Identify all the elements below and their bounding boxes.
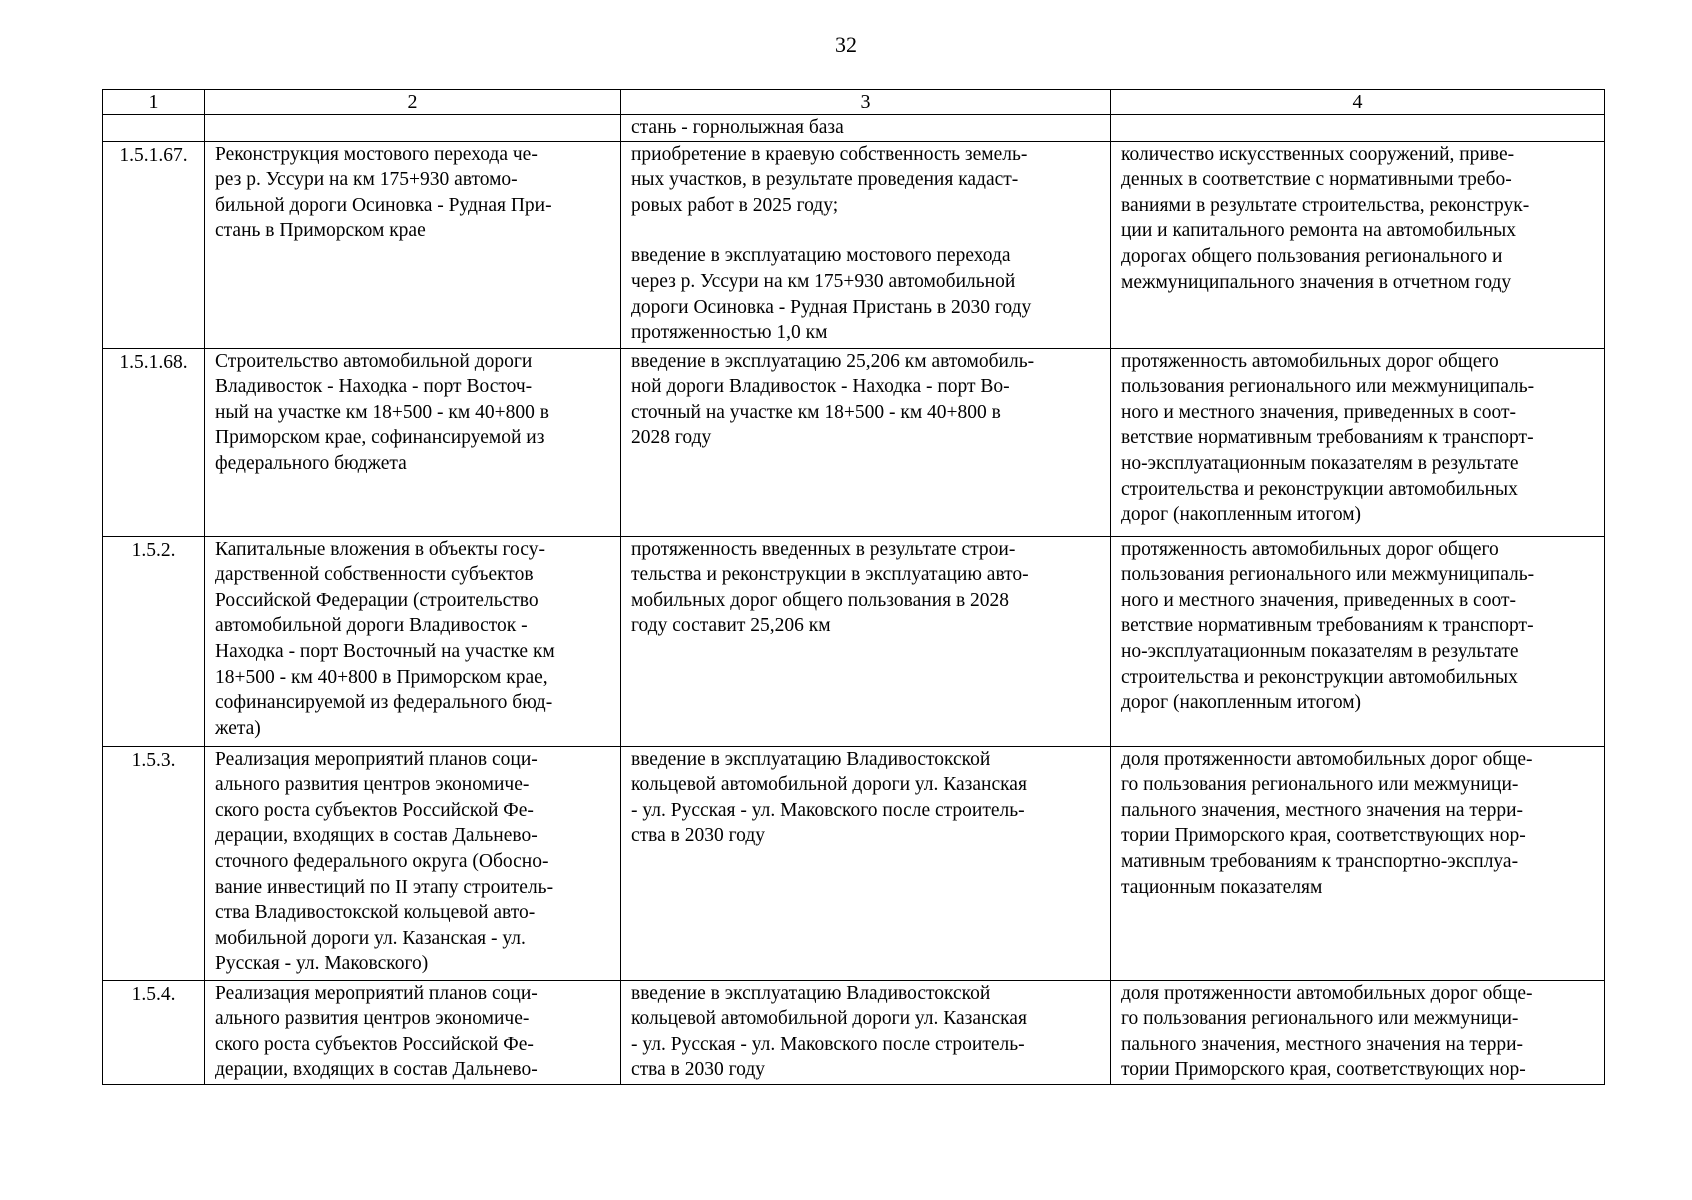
row-number: 1.5.2. [103,536,205,746]
row-measure: Реконструкция мостового перехода че- рез р. Уссури на км 175+930 автомо- бильной дороги Осиновка - Рудная При- стань в Приморском крае [205,141,621,348]
row-number [103,115,205,142]
paragraph-gap [631,218,1102,243]
row-indicator [1111,115,1605,142]
row-number: 1.5.3. [103,746,205,980]
row-number: 1.5.1.67. [103,141,205,348]
row-result: протяженность введенных в результате строи- тельства и реконструкции в эксплуатацию авто- мобильных дорог общего пользования в 2028 году составит 25,206 км [621,536,1111,746]
row-measure: Капитальные вложения в объекты госу- дарственной собственности субъектов Российской Федерации (строительство автомобильной дороги Владивосток - Находка - порт Восточный на участке км 18+500 - км 40+800 в Приморском крае, софинансируемой из федерального бюд- жета) [205,536,621,746]
row-indicator: протяженность автомобильных дорог общего пользования регионального или межмуниципаль- ного и местного значения, приведенных в соот- ветствие нормативным требованиям к транспорт- но-эксплуатационным показателям в результате строительства и реконструкции автомобильных дорог (накопленным итогом) [1111,348,1605,536]
row-indicator: доля протяженности автомобильных дорог обще- го пользования регионального или межмуници- пального значения, местного значения на терри- тории Приморского края, соответствующих нор- мативным требованиям к транспортно-эксплуа- тационным показателям [1111,746,1605,980]
row-result: введение в эксплуатацию 25,206 км автомобиль- ной дороги Владивосток - Находка - порт Во- сточный на участке км 18+500 - км 40+800 в 2028 году [621,348,1111,536]
table-row-1-5-1-67 [103,141,1605,348]
page-number: 32 [835,32,857,57]
row-result-paragraph-2: введение в эксплуатацию мостового перехода через р. Уссури на км 175+930 автомобильной дороги Осиновка - Рудная Пристань в 2030 году протяженностью 1,0 км [631,245,1032,344]
row-indicator: количество искусственных сооружений, приве- денных в соответствие с нормативными требо- ваниями в результате строительства, реконструк- ции и капитального ремонта на автомобильных дорогах общего пользования регионального и межмуниципального значения в отчетном году [1111,141,1605,348]
row-result: введение в эксплуатацию Владивостокской кольцевой автомобильной дороги ул. Казанская - ул. Русская - ул. Маковского после строитель- ства в 2030 году [621,980,1111,1084]
row-number: 1.5.1.68. [103,348,205,536]
row-result: введение в эксплуатацию Владивостокской кольцевой автомобильной дороги ул. Казанская - ул. Русская - ул. Маковского после строитель- ства в 2030 году [621,746,1111,980]
row-measure [205,115,621,142]
row-measure: Строительство автомобильной дороги Владивосток - Находка - порт Восточ- ный на участке км 18+500 - км 40+800 в Приморском крае, софинансируемой из федерального бюджета [205,348,621,536]
row-number: 1.5.4. [103,980,205,1084]
row-result-paragraph-1: приобретение в краевую собственность земель- ных участков, в результате проведения кадаст- ровых работ в 2025 году; [631,143,1028,216]
header-col-2: 2 [205,90,621,115]
row-measure: Реализация мероприятий планов соци- ального развития центров экономиче- ского роста субъектов Российской Фе- дерации, входящих в состав Дальнево- сточного федерального округа (Обосно- вание инвестиций по II этапу строитель- ства Владивостокской кольцевой авто- мобильной дороги ул. Казанская - ул. Русская - ул. Маковского) [205,746,621,980]
document-table [102,89,1605,1085]
header-col-3: 3 [621,90,1111,115]
row-result: стань - горнолыжная база [621,115,1111,142]
row-measure: Реализация мероприятий планов соци- ального развития центров экономиче- ского роста субъектов Российской Фе- дерации, входящих в состав Дальнево- [205,980,621,1084]
table-row-continuation [103,115,1605,142]
table-row-1-5-2 [103,536,1605,746]
row-indicator: доля протяженности автомобильных дорог обще- го пользования регионального или межмуници- пального значения, местного значения на терри- тории Приморского края, соответствующих нор- [1111,980,1605,1084]
header-col-1: 1 [103,90,205,115]
table-row-1-5-1-68 [103,348,1605,536]
header-col-4: 4 [1111,90,1605,115]
table-header-row [103,90,1605,115]
table-row-1-5-4 [103,980,1605,1084]
row-indicator: протяженность автомобильных дорог общего пользования регионального или межмуниципаль- ного и местного значения, приведенных в соот- ветствие нормативным требованиям к транспорт- но-эксплуатационным показателям в результате строительства и реконструкции автомобильных дорог (накопленным итогом) [1111,536,1605,746]
table-row-1-5-3 [103,746,1605,980]
row-result [621,141,1111,348]
